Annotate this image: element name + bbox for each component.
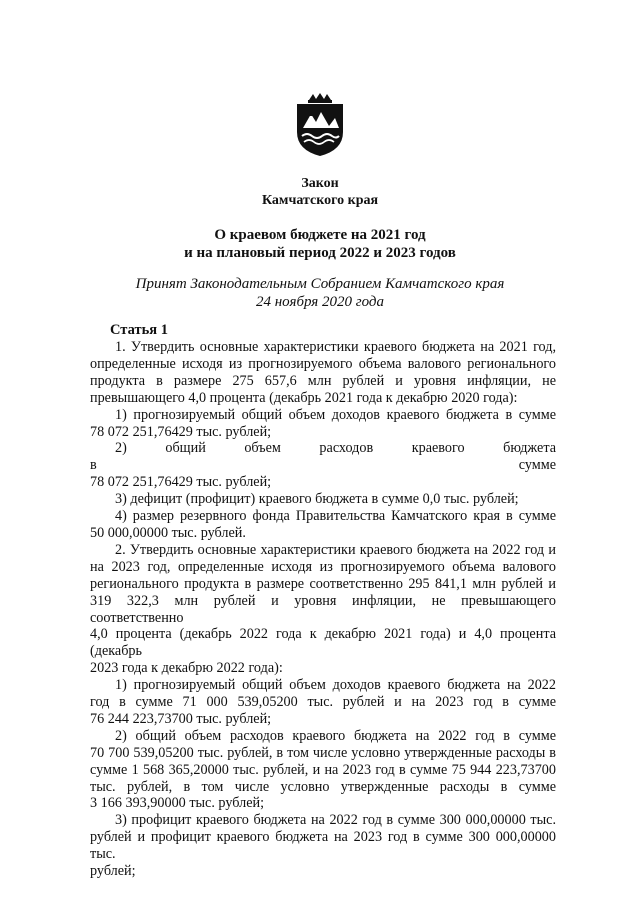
text-line: рублей; bbox=[90, 863, 136, 880]
text-line: 2. Утвердить основные характеристики краевого бюджета на 2022 год и bbox=[115, 541, 556, 558]
text-line: 3) профицит краевого бюджета на 2022 год в сумме 300 000,00000 тыс. bbox=[115, 812, 556, 829]
text-line: 1) прогнозируемый общий объем доходов краевого бюджета на 2022 bbox=[115, 677, 556, 694]
text-line: продукта в размере 275 657,6 млн рублей и уровня инфляции, не bbox=[90, 372, 556, 389]
text-line: 4,0 процента (декабрь 2022 года к декабрю 2021 года) и 4,0 процента (декабрь bbox=[90, 626, 556, 660]
text-line: 3 166 393,90000 тыс. рублей; bbox=[90, 795, 265, 812]
text-line: определенные исходя из прогнозируемого объема валового регионального bbox=[90, 355, 556, 372]
adopted-by-line: Принят Законодательным Собранием Камчатского края bbox=[135, 276, 505, 292]
adopted-date-line: 24 ноября 2020 года bbox=[255, 294, 385, 310]
text-line: 4) размер резервного фонда Правительства Камчатского края в сумме bbox=[115, 508, 556, 525]
text-line: 2) общий объем расходов краевого бюджета на 2022 год в сумме bbox=[115, 727, 556, 744]
text-line: 1) прогнозируемый общий объем доходов краевого бюджета в сумме bbox=[115, 406, 556, 423]
text-line: 78 072 251,76429 тыс. рублей; bbox=[90, 423, 272, 440]
text-line: 70 700 539,05200 тыс. рублей, в том числе условно утвержденные расходы в bbox=[90, 744, 556, 761]
kamchatka-coat-of-arms-icon bbox=[291, 92, 349, 158]
text-line: 2023 года к декабрю 2022 года): bbox=[90, 660, 283, 677]
text-line: 50 000,00000 тыс. рублей. bbox=[90, 524, 246, 541]
document-title-line1: О краевом бюджете на 2021 год bbox=[214, 227, 426, 243]
law-word: Закон bbox=[301, 176, 339, 191]
article-body bbox=[90, 339, 556, 880]
text-line: 319 322,3 млн рублей и уровня инфляции, не превышающего соответственно bbox=[90, 592, 556, 626]
text-line: тыс. рублей, в том числе условно утвержденные расходы в сумме bbox=[90, 778, 556, 795]
text-line: рублей и профицит краевого бюджета на 2023 год в сумме 300 000,00000 тыс. bbox=[90, 829, 556, 863]
text-line: год в сумме 71 000 539,05200 тыс. рублей и на 2023 год в сумме bbox=[90, 694, 556, 711]
text-line: 3) дефицит (профицит) краевого бюджета в сумме 0,0 тыс. рублей; bbox=[115, 491, 519, 508]
region-name: Камчатского края bbox=[261, 193, 379, 208]
text-line: 1. Утвердить основные характеристики краевого бюджета на 2021 год, bbox=[115, 339, 556, 355]
text-line: 78 072 251,76429 тыс. рублей; bbox=[90, 474, 272, 491]
text-line: превышающего 4,0 процента (декабрь 2021 года к декабрю 2020 года): bbox=[90, 389, 518, 406]
text-line: 76 244 223,73700 тыс. рублей; bbox=[90, 710, 272, 727]
text-line: на 2023 год, определенные исходя из прогнозируемого объема валового bbox=[90, 558, 556, 575]
text-line: регионального продукта в размере соответственно 295 841,1 млн рублей и bbox=[90, 575, 556, 592]
document-title-line2: и на плановый период 2022 и 2023 годов bbox=[184, 245, 456, 261]
text-line: сумме 1 568 365,20000 тыс. рублей, и на 2023 год в сумме 75 944 223,73700 bbox=[90, 761, 556, 778]
article-heading: Статья 1 bbox=[110, 322, 168, 338]
text-line: 2) общий объем расходов краевого бюджета в сумме bbox=[90, 440, 556, 474]
